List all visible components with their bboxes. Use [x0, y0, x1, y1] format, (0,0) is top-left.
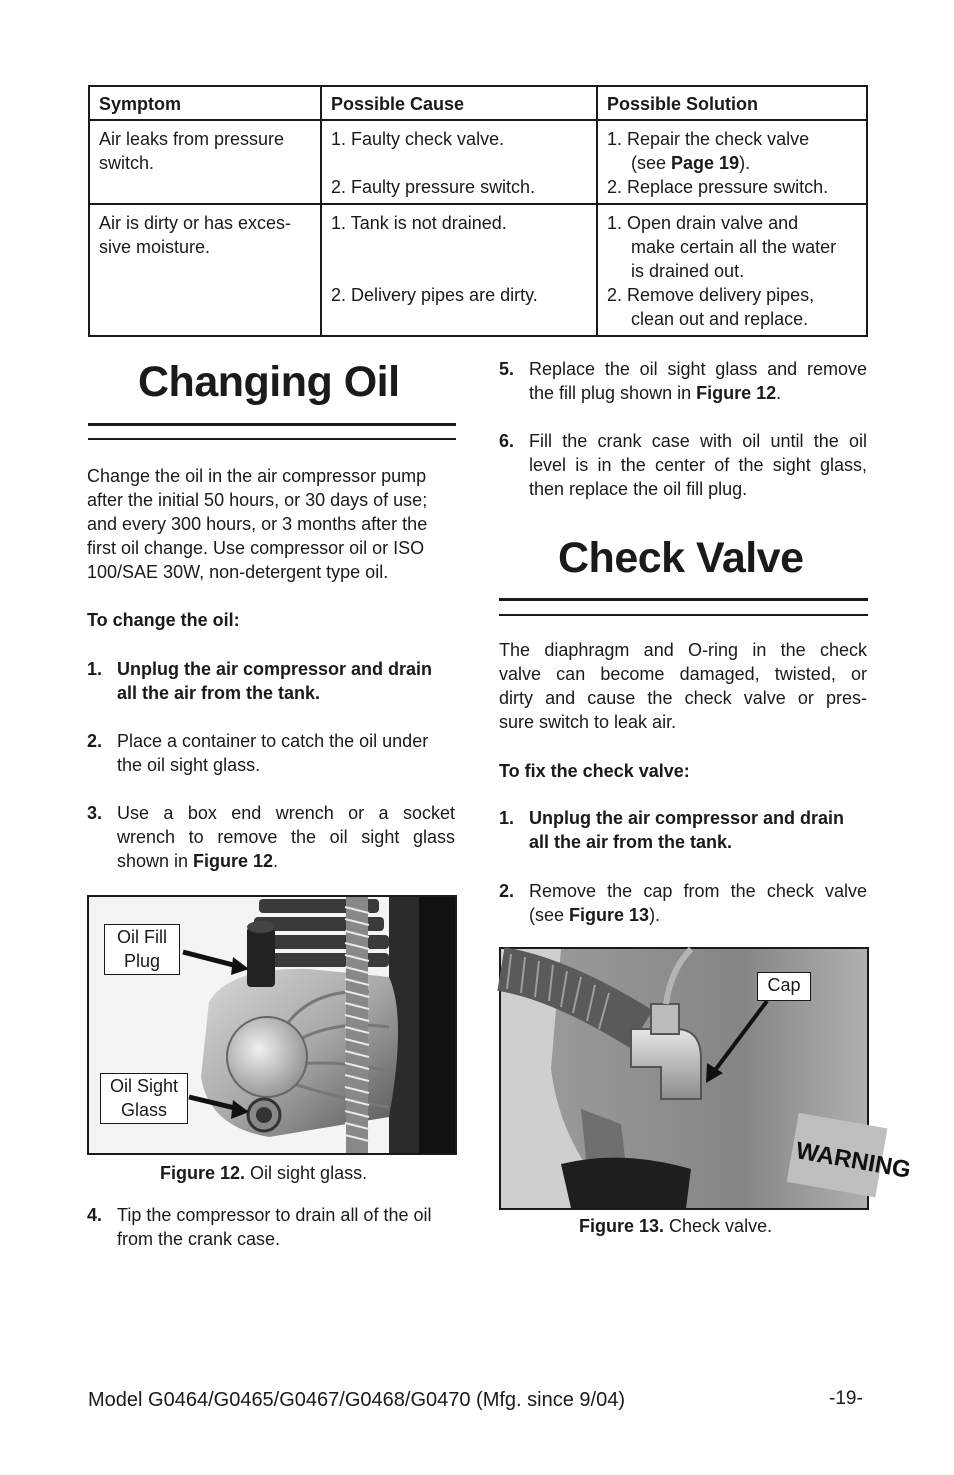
cell-text: 2. Faulty pressure switch.	[331, 177, 536, 197]
step-item	[87, 729, 457, 777]
step-text	[529, 381, 867, 405]
step-text: Fill the crank case with oil until the oil	[529, 431, 867, 451]
table-cell-symptom	[89, 120, 321, 204]
intro-line: 100/SAE 30W, non-detergent type oil.	[87, 562, 389, 582]
footer-model: Model G0464/G0465/G0467/G0468/G0470 (Mfg. since 9/04)	[88, 1389, 626, 1411]
label-oil-sight-glass	[100, 1073, 188, 1124]
figure-reference: Figure 12	[696, 383, 777, 403]
step-number: 2.	[499, 881, 515, 901]
figure-reference: Figure 13	[569, 905, 650, 925]
table-cell-symptom	[89, 204, 321, 336]
step-text: then replace the oil fill plug.	[529, 479, 748, 499]
step-text-part: (see	[529, 905, 570, 925]
cell-text	[607, 151, 857, 175]
page-reference: Page 19	[671, 153, 740, 173]
arrow-icon	[183, 952, 249, 975]
section-rule	[499, 598, 868, 601]
label-text: Plug	[123, 951, 161, 971]
step-item	[499, 879, 869, 927]
intro-line: sure switch to leak air.	[499, 712, 677, 732]
table-row	[89, 204, 867, 336]
step-item	[87, 801, 457, 873]
step-text: Place a container to catch the oil under	[117, 731, 429, 751]
table-header-symptom: Symptom	[89, 86, 321, 120]
label-oil-fill-plug	[104, 924, 180, 975]
figure-13-caption	[579, 1214, 772, 1238]
table-cell-cause	[321, 120, 597, 204]
step-text: Replace the oil sight glass and remove	[529, 359, 867, 379]
step-text	[117, 849, 455, 873]
step-number: 1.	[87, 659, 103, 679]
step-text: Remove the cap from the check valve	[529, 881, 867, 901]
step-text: level is in the center of the sight glass,	[529, 455, 867, 475]
step-text-part: the fill plug shown in	[529, 383, 697, 403]
step-text: Unplug the air compressor and drain	[117, 659, 433, 679]
step-text: the oil sight glass.	[117, 755, 261, 775]
cell-text-part: ).	[739, 153, 751, 173]
troubleshooting-table	[88, 85, 868, 337]
step-text: Unplug the air compressor and drain	[529, 808, 845, 828]
cell-text-part: (see	[631, 153, 672, 173]
intro-line: Change the oil in the air compressor pump	[87, 466, 427, 486]
step-number: 1.	[499, 808, 515, 828]
figure-reference: Figure 12	[193, 851, 274, 871]
check-valve-intro	[499, 638, 867, 734]
step-number: 5.	[499, 359, 515, 379]
table-cell-cause	[321, 204, 597, 336]
table-header-row	[89, 86, 867, 120]
intro-line: valve can become damaged, twisted, or	[499, 664, 867, 684]
step-text: from the crank case.	[117, 1229, 281, 1249]
cell-text: 2. Remove delivery pipes,	[607, 285, 815, 305]
figure-12-caption	[160, 1161, 367, 1185]
cell-text: 2. Replace pressure switch.	[607, 177, 829, 197]
label-text: Oil Sight	[109, 1076, 179, 1096]
step-text: Use a box end wrench or a socket	[117, 803, 455, 823]
cell-text: 1. Open drain valve and	[607, 213, 799, 233]
step-text-part: ).	[649, 905, 661, 925]
step-text: Tip the compressor to drain all of the oil	[117, 1205, 432, 1225]
step-item	[87, 657, 457, 705]
table-row	[89, 120, 867, 204]
cell-text: is drained out.	[631, 261, 745, 281]
table-header-solution: Possible Solution	[597, 86, 867, 120]
step-text-part: .	[273, 851, 279, 871]
section-title-changing-oil: Changing Oil	[138, 358, 400, 406]
section-rule	[88, 423, 456, 426]
page-number: -19-	[829, 1388, 863, 1409]
step-text: all the air from the tank.	[529, 832, 733, 852]
subhead-fix-check-valve: To fix the check valve:	[499, 761, 690, 781]
cell-text: 2. Delivery pipes are dirty.	[331, 285, 538, 305]
step-number: 6.	[499, 431, 515, 451]
intro-line: after the initial 50 hours, or 30 days of use;	[87, 490, 428, 510]
warning-decal-text: WARNING	[793, 1137, 913, 1184]
step-text-part: shown in	[117, 851, 194, 871]
figure-12-image	[87, 895, 457, 1155]
cell-text: clean out and replace.	[631, 309, 809, 329]
table-header-cause: Possible Cause	[321, 86, 597, 120]
cell-text: Air leaks from pressure	[99, 129, 285, 149]
intro-line: dirty and cause the check valve or pres-	[499, 688, 867, 708]
intro-line: first oil change. Use compressor oil or ISO	[87, 538, 425, 558]
check-valve-illustration	[501, 949, 913, 1208]
section-title-check-valve: Check Valve	[558, 534, 804, 582]
caption-text: Oil sight glass.	[245, 1163, 368, 1183]
step-number: 2.	[87, 731, 103, 751]
cell-text: 1. Repair the check valve	[607, 129, 810, 149]
section-rule	[88, 438, 456, 440]
cell-text: 1. Tank is not drained.	[331, 213, 507, 233]
step-text	[529, 903, 867, 927]
step-number: 4.	[87, 1205, 103, 1225]
cell-text: switch.	[99, 153, 155, 173]
caption-label: Figure 13.	[579, 1216, 665, 1236]
cell-text: Air is dirty or has exces-	[99, 213, 292, 233]
table-cell-solution	[597, 204, 867, 336]
cell-text: 1. Faulty check valve.	[331, 129, 505, 149]
cell-text: make certain all the water	[631, 237, 837, 257]
cell-text: sive moisture.	[99, 237, 211, 257]
intro-line: The diaphragm and O-ring in the check	[499, 640, 867, 660]
section-rule	[499, 614, 868, 616]
step-item	[87, 1203, 457, 1251]
label-text: Glass	[120, 1100, 167, 1120]
step-text-part: .	[776, 383, 782, 403]
caption-text: Check valve.	[664, 1216, 773, 1236]
step-item	[499, 806, 869, 854]
step-text: all the air from the tank.	[117, 683, 321, 703]
step-item	[499, 357, 869, 405]
label-text: Oil Fill	[117, 927, 167, 947]
label-cap: Cap	[757, 972, 811, 1001]
figure-13-image	[499, 947, 913, 1210]
changing-oil-intro	[87, 464, 459, 584]
intro-line: and every 300 hours, or 3 months after the	[87, 514, 428, 534]
subhead-change-oil: To change the oil:	[87, 610, 240, 630]
table-cell-solution	[597, 120, 867, 204]
step-item	[499, 429, 869, 501]
step-text: wrench to remove the oil sight glass	[117, 827, 455, 847]
caption-label: Figure 12.	[160, 1163, 246, 1183]
step-number: 3.	[87, 803, 103, 823]
